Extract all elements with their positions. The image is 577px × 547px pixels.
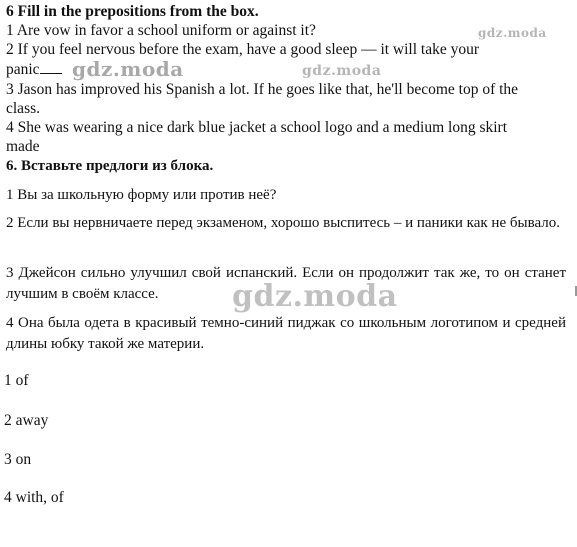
exercise-line-3: 3 Jason has improved his Spanish a lot. If he goes like that, he'll become top of the xyxy=(6,81,519,98)
answer-blank xyxy=(40,60,62,74)
watermark-top-right: gdz.moda xyxy=(478,26,547,40)
watermark-inline-left: gdz.moda xyxy=(72,57,184,81)
watermark-center: gdz.moda xyxy=(232,279,398,314)
watermark-inline-right: gdz.moda xyxy=(302,63,382,79)
exercise-line-2: 2 If you feel nervous before the exam, have a good sleep — it will take your xyxy=(6,41,480,58)
answer-2: 2 away xyxy=(4,412,49,429)
exercise-line-4: 4 She was wearing a nice dark blue jacket a school logo and a medium long skirt xyxy=(6,119,508,136)
exercise-heading-ru: 6. Вставьте предлоги из блока. xyxy=(6,158,214,174)
translation-item-1: 1 Вы за школьную форму или против неё? xyxy=(6,187,277,203)
exercise-line-4-continued: made xyxy=(6,138,40,155)
exercise-heading-en: 6 Fill in the prepositions from the box. xyxy=(6,3,259,20)
exercise-line-1: 1 Are vow in favor a school uniform or against it? xyxy=(6,22,316,39)
translation-item-4: 4 Она была одета в красивый темно-синий пиджак со школьным логотипом и средней длины юбку такой же материи. xyxy=(6,315,566,352)
answer-3: 3 on xyxy=(4,451,32,468)
panic-word: panic xyxy=(6,61,40,78)
translation-item-3: 3 Джейсон сильно улучшил свой испанский. Если он продолжит так же, то он станет лучшим в своём классе. xyxy=(6,265,566,302)
translation-item-2: 2 Если вы нервничаете перед экзаменом, хорошо выспитесь – и паники как не бывало. xyxy=(6,215,560,231)
answer-1: 1 of xyxy=(4,372,29,389)
exercise-line-3-continued: class. xyxy=(6,100,41,117)
answer-4: 4 with, of xyxy=(4,489,64,506)
